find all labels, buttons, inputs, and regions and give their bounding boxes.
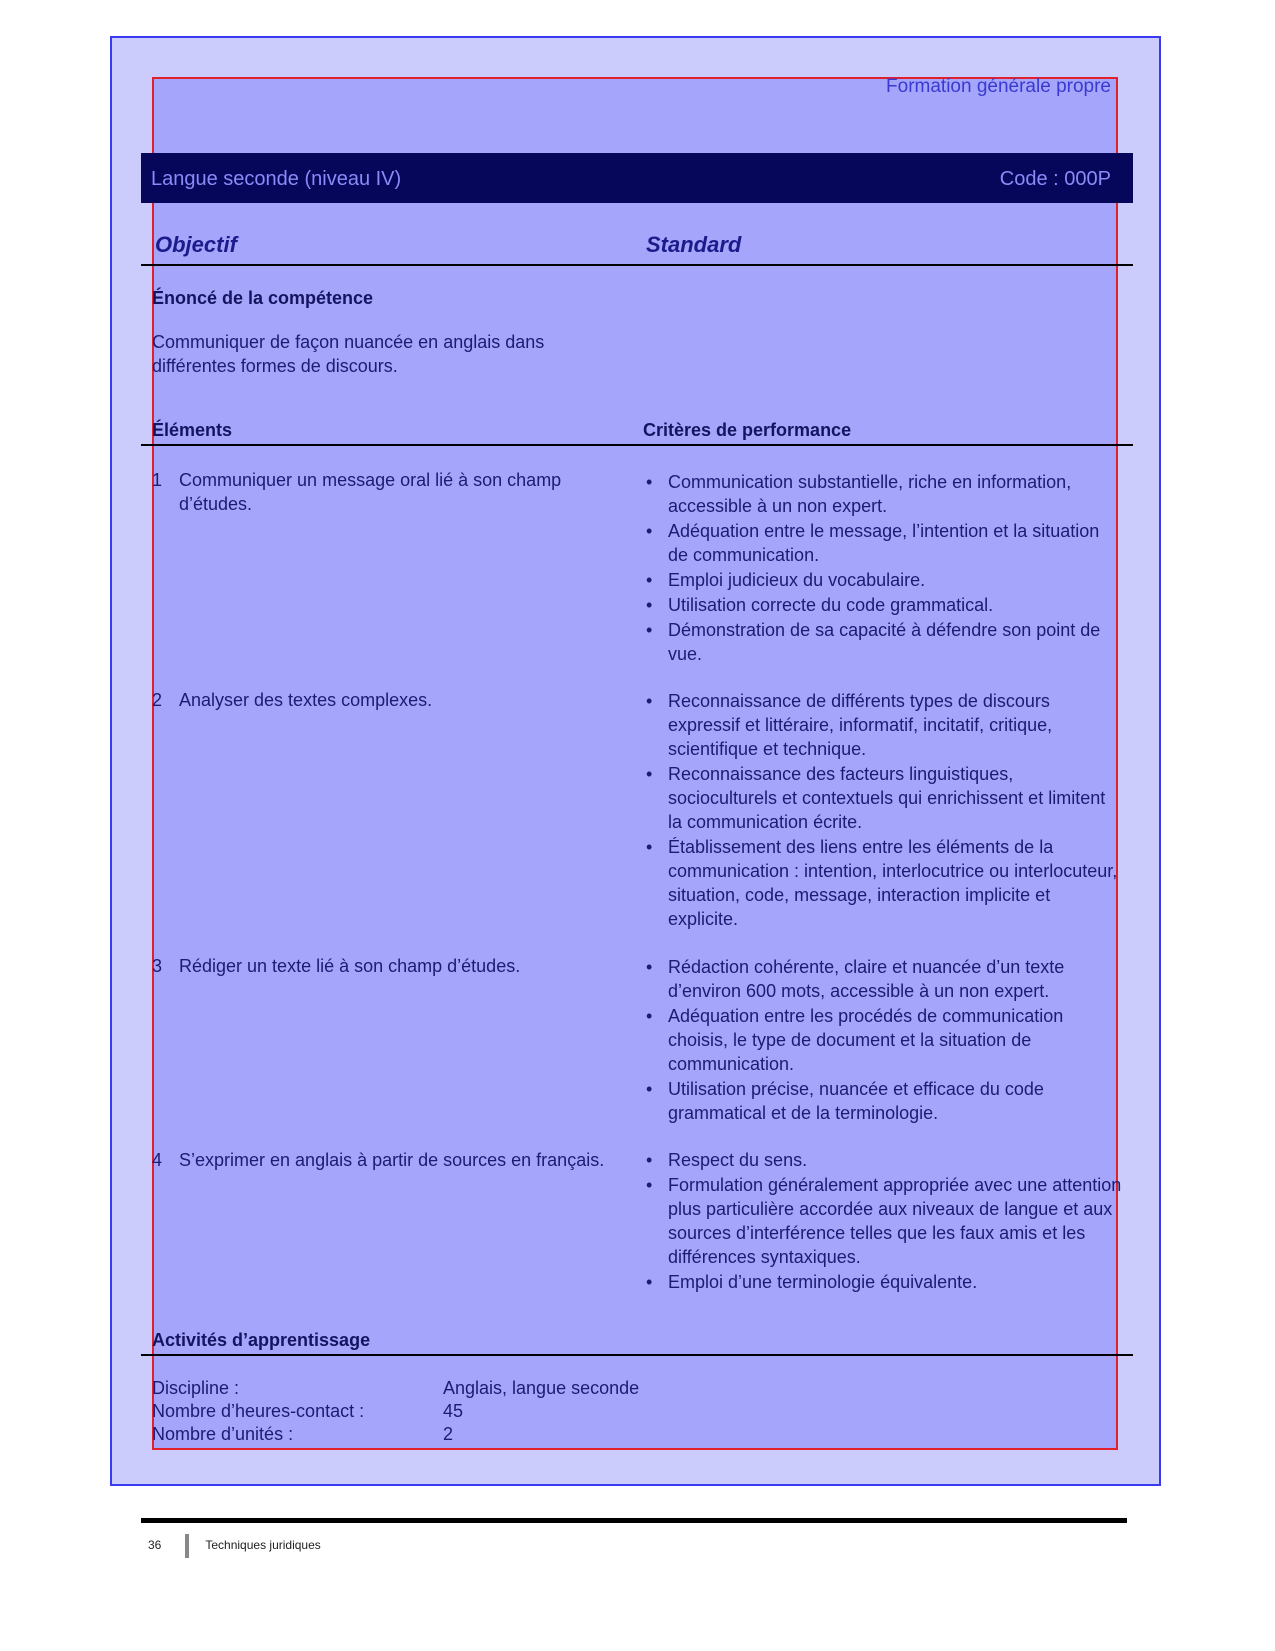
- criterion: • Communication substantielle, riche en information, accessible à un non expert.: [646, 472, 1072, 516]
- page-footer: [148, 1534, 321, 1558]
- element-number: 1: [152, 470, 163, 490]
- hours-label: Nombre d’heures-contact :: [152, 1401, 365, 1421]
- bullet-icon: •: [646, 620, 653, 640]
- criteria-list-3: [646, 955, 1124, 1126]
- element-text: S’exprimer en anglais à partir de sources en français.: [179, 1150, 605, 1170]
- course-title: Langue seconde (niveau IV): [151, 168, 402, 190]
- criteria-list-2: [646, 689, 1124, 932]
- element-number: 4: [152, 1150, 163, 1170]
- bullet-icon: •: [646, 764, 653, 784]
- units-label: Nombre d’unités :: [152, 1424, 294, 1444]
- criterion: • Établissement des liens entre les éléments de la communication : intention, interlocutrice ou interlocuteur, situation, code, message, interaction implicite et explicite.: [646, 837, 1118, 929]
- element-4: [152, 1148, 632, 1172]
- element-number: 2: [152, 690, 163, 710]
- bullet-icon: •: [646, 837, 653, 857]
- criterion: • Emploi judicieux du vocabulaire.: [646, 570, 926, 590]
- criterion: • Respect du sens.: [646, 1150, 808, 1170]
- divider-elements: [141, 444, 1133, 446]
- element-text: Rédiger un texte lié à son champ d’études.: [179, 956, 521, 976]
- bullet-icon: •: [646, 1175, 653, 1195]
- bullet-icon: •: [646, 1272, 653, 1292]
- element-2: [152, 688, 632, 712]
- criterion: • Utilisation correcte du code grammatical.: [646, 595, 994, 615]
- standard-heading: Standard: [646, 232, 742, 257]
- criteria-list-1: [646, 470, 1124, 667]
- element-3: [152, 954, 632, 978]
- criterion: • Formulation généralement appropriée avec une attention plus particulière accordée aux niveaux de langue et aux sources d’interférence telles que les faux amis et les différences syntaxiques.: [646, 1175, 1122, 1267]
- bullet-icon: •: [646, 1079, 653, 1099]
- footer-rule: [141, 1518, 1127, 1523]
- divider-activities: [141, 1354, 1133, 1356]
- bullet-icon: •: [646, 570, 653, 590]
- bullet-icon: •: [646, 595, 653, 615]
- footer-title: Techniques juridiques: [205, 1538, 321, 1553]
- criterion: • Adéquation entre le message, l’intention et la situation de communication.: [646, 521, 1100, 565]
- bullet-icon: •: [646, 691, 653, 711]
- element-number: 3: [152, 956, 163, 976]
- competence-text: Communiquer de façon nuancée en anglais dans différentes formes de discours.: [152, 332, 545, 376]
- criterion: • Adéquation entre les procédés de communication choisis, le type de document et la situation de communication.: [646, 1006, 1064, 1074]
- objective-heading: Objectif: [155, 232, 237, 257]
- elements-heading: Éléments: [152, 420, 233, 440]
- criterion: • Emploi d’une terminologie équivalente.: [646, 1272, 978, 1292]
- bullet-icon: •: [646, 1150, 653, 1170]
- course-code: Code : 000P: [999, 168, 1111, 190]
- bullet-icon: •: [646, 957, 653, 977]
- element-text: Communiquer un message oral lié à son champ d’études.: [179, 470, 562, 514]
- divider-objective: [141, 264, 1133, 266]
- footer-separator: [185, 1534, 189, 1558]
- discipline-value: Anglais, langue seconde: [443, 1378, 640, 1398]
- hours-value: 45: [443, 1401, 464, 1421]
- criterion: • Démonstration de sa capacité à défendre son point de vue.: [646, 620, 1101, 664]
- criterion: • Utilisation précise, nuancée et efficace du code grammatical et de la terminologie.: [646, 1079, 1044, 1123]
- bullet-icon: •: [646, 1006, 653, 1026]
- discipline-label: Discipline :: [152, 1378, 240, 1398]
- bullet-icon: •: [646, 472, 653, 492]
- activities-heading: Activités d’apprentissage: [152, 1330, 371, 1350]
- criterion: • Reconnaissance des facteurs linguistiques, socioculturels et contextuels qui enrichissent et limitent la communication écrite.: [646, 764, 1106, 832]
- page-number: 36: [148, 1538, 162, 1553]
- units-value: 2: [443, 1424, 454, 1444]
- course-title-bar: [141, 153, 1133, 203]
- competence-label: Énoncé de la compétence: [152, 288, 374, 308]
- element-text: Analyser des textes complexes.: [179, 690, 433, 710]
- bullet-icon: •: [646, 521, 653, 541]
- criterion: • Reconnaissance de différents types de discours expressif et littéraire, informatif, incitatif, critique, scientifique et technique.: [646, 691, 1053, 759]
- element-1: [152, 468, 632, 516]
- criteria-list-4: [646, 1148, 1124, 1295]
- criteria-heading: Critères de performance: [643, 420, 852, 440]
- header-program-label: Formation générale propre: [886, 76, 1111, 97]
- criterion: • Rédaction cohérente, claire et nuancée d’un texte d’environ 600 mots, accessible à un non expert.: [646, 957, 1065, 1001]
